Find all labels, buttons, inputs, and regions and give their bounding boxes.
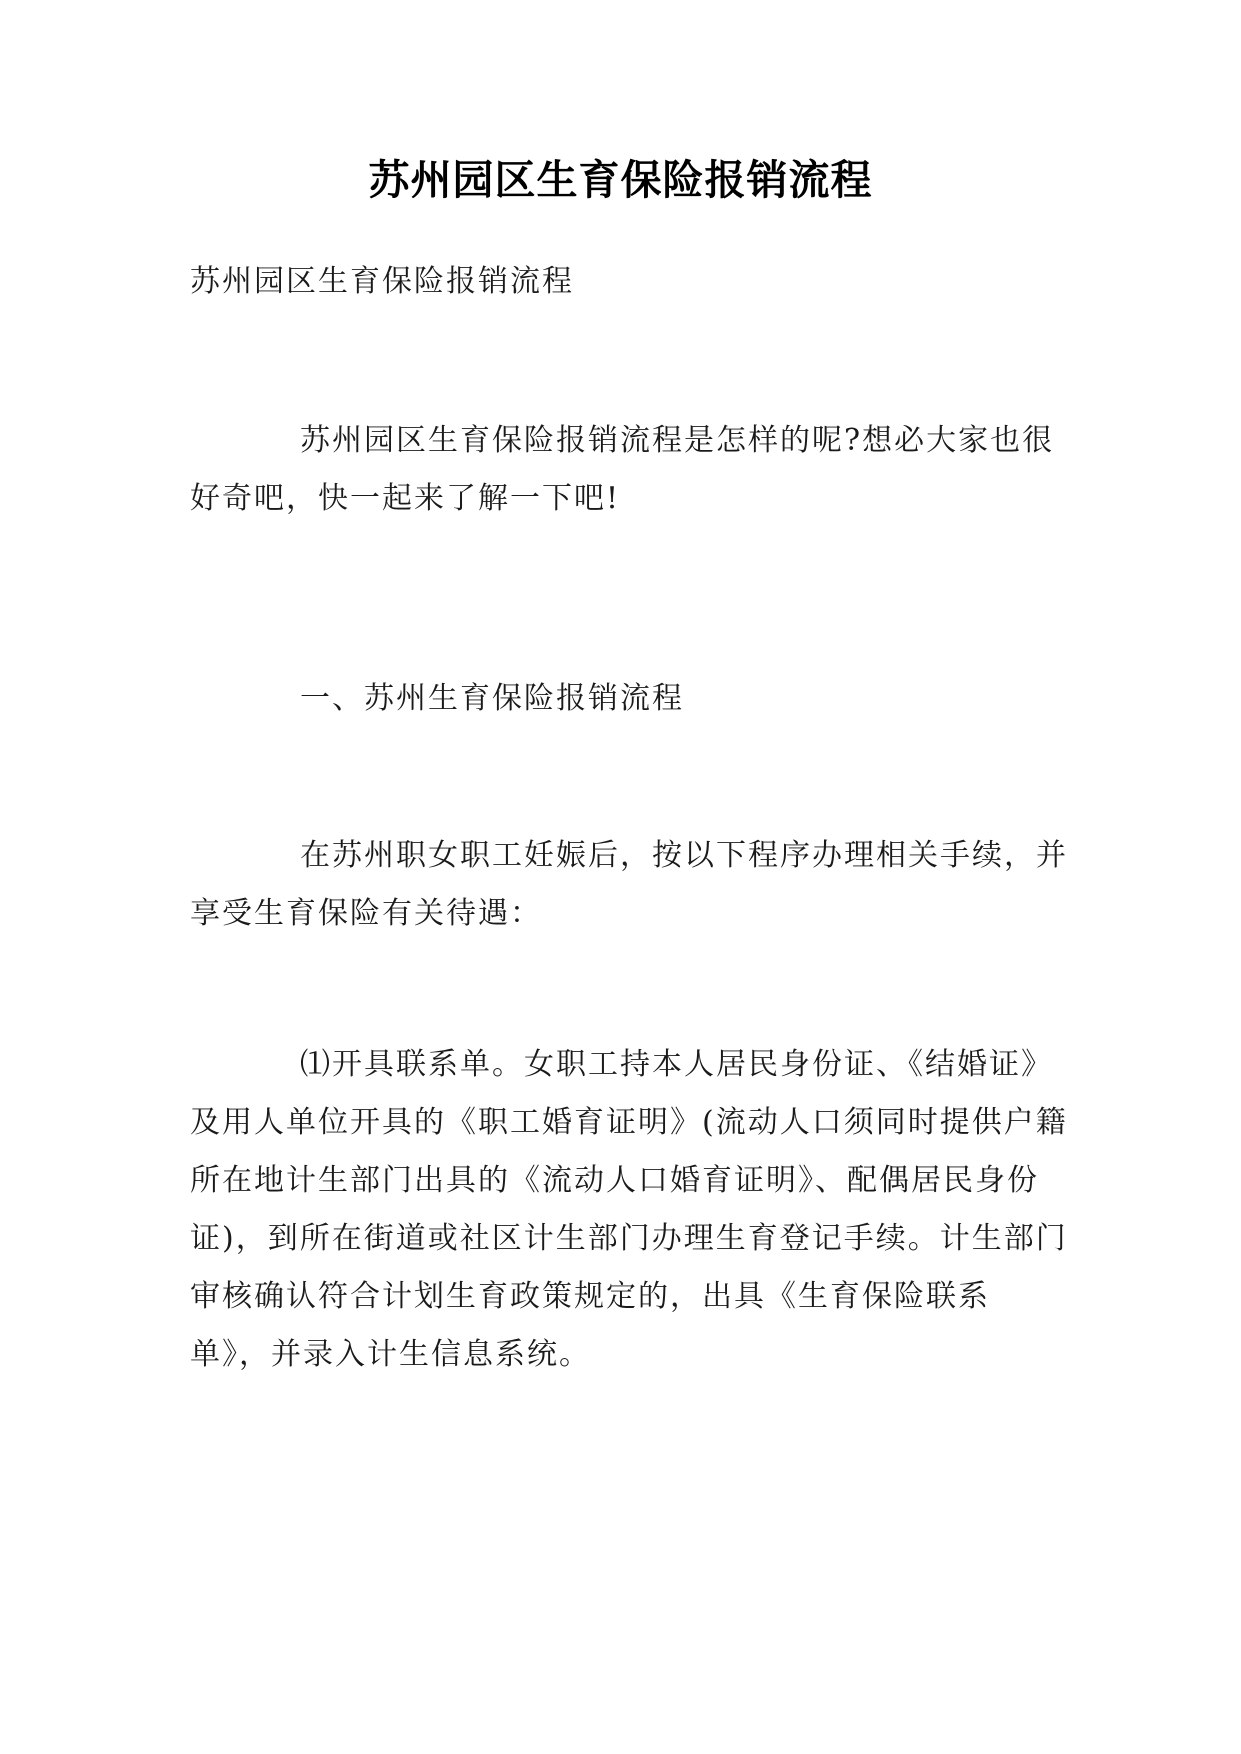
pregnancy-paragraph: 在苏州职女职工妊娠后，按以下程序办理相关手续，并享受生育保险有关待遇：	[190, 838, 1068, 931]
step1-paragraph: ⑴开具联系单。女职工持本人居民身份证、《结婚证》及用人单位开具的《职工婚育证明》(流动人口须同时提供户籍所在地计生部门出具的《流动人口婚育证明》、配偶居民身份证)，到所在街道或社区计生部门办理生育登记手续。计生部门审核确认符合计划生育政策规定的，出具《生育保险联系单》，并录入计生信息系统。	[190, 1047, 1068, 1372]
document-subtitle: 苏州园区生育保险报销流程	[190, 264, 574, 299]
document-title: 苏州园区生育保险报销流程	[368, 156, 873, 204]
section-heading: 一、苏州生育保险报销流程	[300, 681, 684, 716]
intro-paragraph: 苏州园区生育保险报销流程是怎样的呢?想必大家也很好奇吧，快一起来了解一下吧!	[190, 423, 1055, 516]
